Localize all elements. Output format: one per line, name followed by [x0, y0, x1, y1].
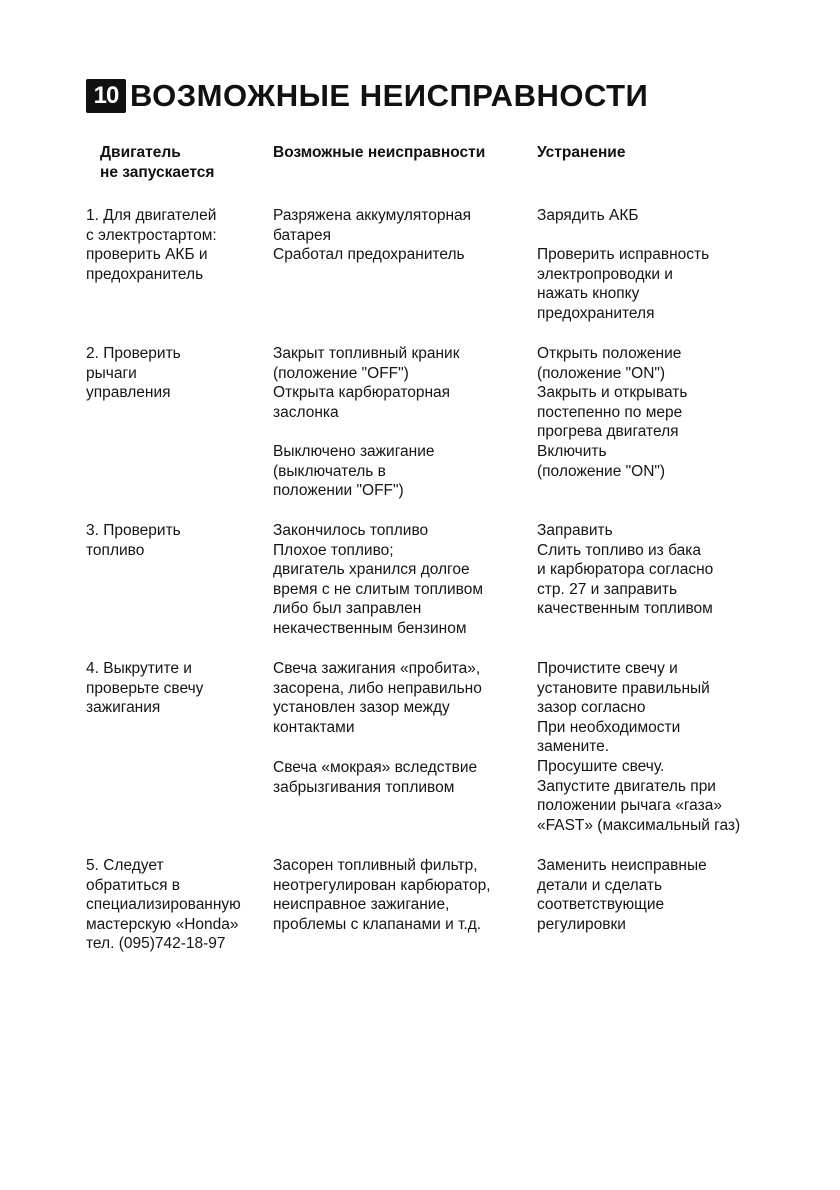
section-title: ВОЗМОЖНЫЕ НЕИСПРАВНОСТИ [130, 78, 649, 113]
step-1-fix-2: Проверить исправность электропроводки и нажать кнопку предохранителя [537, 246, 710, 322]
step-2-cause-2: Выключено зажигание (выключатель в положении "OFF") [273, 443, 435, 500]
column-header-remedy: Устранение [537, 144, 626, 161]
chapter-number-badge: 10 [86, 79, 126, 113]
column-header-engine: Двигатель не запускается [100, 144, 215, 181]
column-header-causes: Возможные неисправности [273, 144, 486, 161]
step-1-cause: Разряжена аккумуляторная батарея Сработал предохранитель [273, 207, 472, 264]
step-2-fix: Открыть положение (положение "ON") Закрыть и открывать постепенно по мере прогрева двигателя Включить (положение "ON") [537, 345, 688, 480]
step-4-text: 4. Выкрутите и проверьте свечу зажигания [86, 660, 204, 717]
step-4-cause-2: Свеча «мокрая» вследствие забрызгивания топливом [273, 759, 478, 796]
step-3-text: 3. Проверить топливо [86, 522, 181, 559]
step-5-text: 5. Следует обратиться в специализированную мастерскую «Honda» тел. (095)742-18-97 [86, 857, 241, 953]
step-1-fix-1: Зарядить АКБ [537, 207, 639, 224]
step-2-cause-1: Закрыт топливный краник (положение "OFF") Открыта карбюраторная заслонка [273, 345, 460, 421]
page-title [86, 78, 648, 114]
step-3-fix: Заправить Слить топливо из бака и карбюратора согласно стр. 27 и заправить качественным топливом [537, 522, 714, 618]
step-2-text: 2. Проверить рычаги управления [86, 345, 181, 402]
step-5-fix: Заменить неисправные детали и сделать соответствующие регулировки [537, 857, 707, 933]
step-1-text: 1. Для двигателей с электростартом: проверить АКБ и предохранитель [86, 207, 217, 283]
step-4-fix: Прочистите свечу и установите правильный зазор согласно При необходимости замените. Просушите свечу. Запустите двигатель при положении рычага «газа» «FAST» (максимальный газ) [537, 660, 741, 834]
step-4-cause-1: Свеча зажигания «пробита», засорена, либо неправильно установлен зазор между контактами [273, 660, 482, 736]
step-5-cause: Засорен топливный фильтр, неотрегулирован карбюратор, неисправное зажигание, проблемы с клапанами и т.д. [273, 857, 491, 933]
step-3-cause: Закончилось топливо Плохое топливо; двигатель хранился долгое время с не слитым топливом либо был заправлен некачественным бензином [273, 522, 484, 637]
